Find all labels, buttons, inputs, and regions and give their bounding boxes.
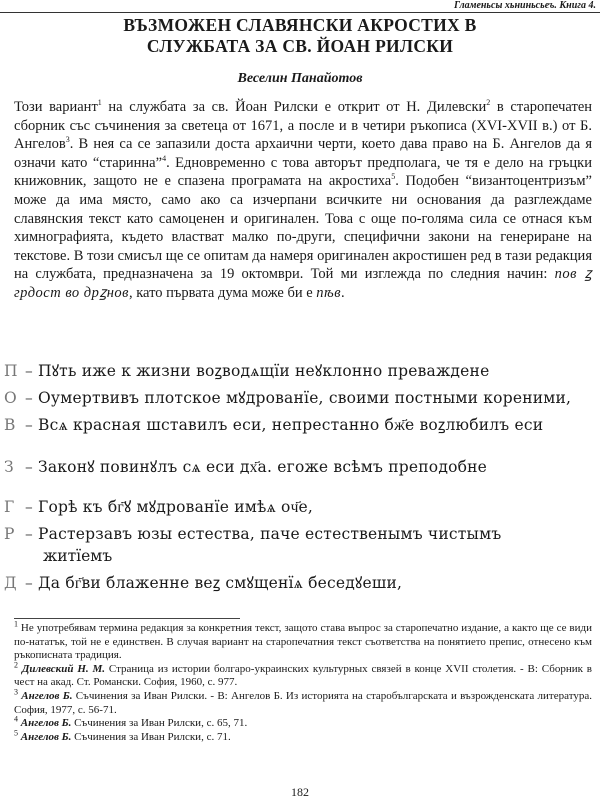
acrostic-line (4, 458, 596, 476)
acrostic-continuation: житїемъ (43, 547, 113, 565)
page-number: 182 (291, 785, 309, 799)
footnote-text: Не употребявам термина редакция за конкретния текст, защото става въпрос за старопечатно издание, а както ще се види по-нататък, той не е единствен. В случая вариант на старопечатния текст съответства на понятието препис, отнесено към ръкописната традиция. (14, 622, 592, 662)
footnote-text: Съчинения за Иван Рилски, с. 71. (71, 730, 231, 743)
acrostic-letter: Г (4, 498, 15, 516)
footnote-author: Ангелов Б. (21, 689, 73, 702)
acrostic-letter: П (4, 362, 18, 380)
footnote-author: Ангелов Б. (20, 717, 72, 730)
text-run: на службата за св. Йоан Рилски е открит от Н. Дилевски (101, 99, 487, 115)
text-run: . В нея са се запазили доста архаични черти, което дава право на Б. Ангелов да я означи като “старинна” (14, 136, 592, 171)
acrostic-text: Оумертвивъ плотское мꙋдрованїе, своими постными кореними, (38, 389, 572, 407)
title-line-1: ВЪЗМОЖЕН СЛАВЯНСКИ АКРОСТИХ В (123, 15, 477, 35)
footnote-text: Страница из истории болгаро-украинских культурных связей в конце XVII столетия. - В: Сборник в чест на акад. Ст. Романски. София, 1960, с. 977. (14, 662, 592, 689)
footnote (14, 619, 592, 663)
text-run: , като първата дума може би е (128, 284, 317, 301)
footnote-number: 3 (14, 687, 18, 697)
footnote (14, 714, 592, 731)
footnote-ref-4[interactable]: 4 (162, 153, 167, 163)
footnote (14, 660, 592, 690)
footnote-text: Съчинения за Иван Рилски, с. 65, 71. (71, 717, 248, 730)
acrostic-text: Пꙋть иже к жизни воꙁводѧщїи неꙋклонно преваждене (38, 362, 490, 380)
footnote-divider (14, 618, 240, 619)
footnote-text: Съчинения за Иван Рилски. - В: Ангелов Б. Из историята на старобългарската и възрожденската литература. София, 1977, с. 56-71. (14, 689, 593, 716)
running-head: Гламеньсы хьниньсьеъ. Книга 4. (0, 0, 600, 13)
acrostic-text: Да бг҃ви блаженне веꙁ смꙋщенїѧ беседꙋеши, (38, 574, 403, 592)
footnote-number: 4 (14, 714, 18, 724)
dash: – (25, 362, 33, 380)
footnote-ref-3[interactable]: 3 (65, 135, 70, 145)
acrostic-letter: З (4, 458, 14, 476)
text-run: в старопечатен сборник със съчинения за светеца от 1671, а после и в четири ръкописа (XVI-XVII в.) от Б. Ангелов (14, 99, 593, 153)
footnotes (14, 619, 593, 744)
footnote-number: 1 (14, 619, 18, 629)
acrostic-letter: О (4, 389, 17, 407)
article-author: Веселин Панайотов (237, 71, 363, 86)
footnote-number: 2 (14, 660, 18, 670)
footnote-ref-1[interactable]: 1 (97, 98, 102, 108)
acrostic-text: Законꙋ повинꙋлъ сѧ еси дх҃а. егоже всѣмъ преподобне (38, 458, 488, 476)
acrostic-line (4, 498, 596, 516)
footnote (14, 687, 593, 717)
acrostic-text: Растерзавъ юзы естества, паче естественымъ чистымъ (38, 525, 502, 543)
text-run: . Едновременно с това авторът предполага, че тя е дело на гръцки книжовник, защото не е спазена програмата на акростиха (14, 154, 592, 190)
footnote-ref-5[interactable]: 5 (391, 172, 396, 182)
dash: – (25, 416, 33, 434)
footnote-author: Дилевский Н. М. (21, 662, 106, 675)
acrostic-line (4, 389, 596, 407)
footnote-author: Ангелов Б. (20, 730, 72, 743)
footnote-ref-2[interactable]: 2 (486, 98, 491, 108)
acrostic-phrase: пов ꙁ грдост во дрꙁнов (14, 266, 593, 301)
dash: – (25, 389, 33, 407)
text-run: . (341, 284, 345, 301)
acrostic-line (4, 574, 596, 592)
footnote-number: 5 (14, 728, 18, 738)
article-title (40, 15, 560, 57)
acrostic-letter: Д (4, 574, 17, 592)
body-paragraph (14, 98, 592, 303)
acrostic-letter: В (4, 416, 16, 434)
title-line-2: СЛУЖБАТА ЗА СВ. ЙОАН РИЛСКИ (146, 36, 454, 56)
acrostic-line (4, 525, 596, 543)
dash: – (25, 574, 33, 592)
dash: – (25, 525, 33, 543)
acrostic-line (4, 416, 596, 434)
dash: – (25, 458, 33, 476)
text-run: . Подобен “византоцентризъм” може да има място, само ако са изчерпани всичките ни основания да разглеждаме славянския текст като самоценен и оригинален. Това с още по-голяма сила се отнася към химнографията, където властват малко по-други, специфични закони на генериране на текстове. В този смисъл ще се опитам да намеря оригинален акростишен ред в тази редакция на службата, предназначена за 19 октомври. Той ми изглежда по следния начин: (14, 173, 592, 283)
acrostic-text: Горѣ къ бг҃ꙋ мꙋдрованїе имѣѧ оч҃е, (38, 498, 314, 516)
text-run: Този вариант (14, 99, 98, 115)
dash: – (25, 498, 33, 516)
acrostic-text: Всѧ красная шставилъ еси, непрестанно бж҃е воꙁлюбилъ еси (38, 416, 544, 434)
acrostic-word: пѣв (316, 284, 342, 301)
acrostic-line (4, 362, 596, 380)
acrostic-letter: Р (4, 525, 15, 543)
footnote (14, 728, 592, 745)
